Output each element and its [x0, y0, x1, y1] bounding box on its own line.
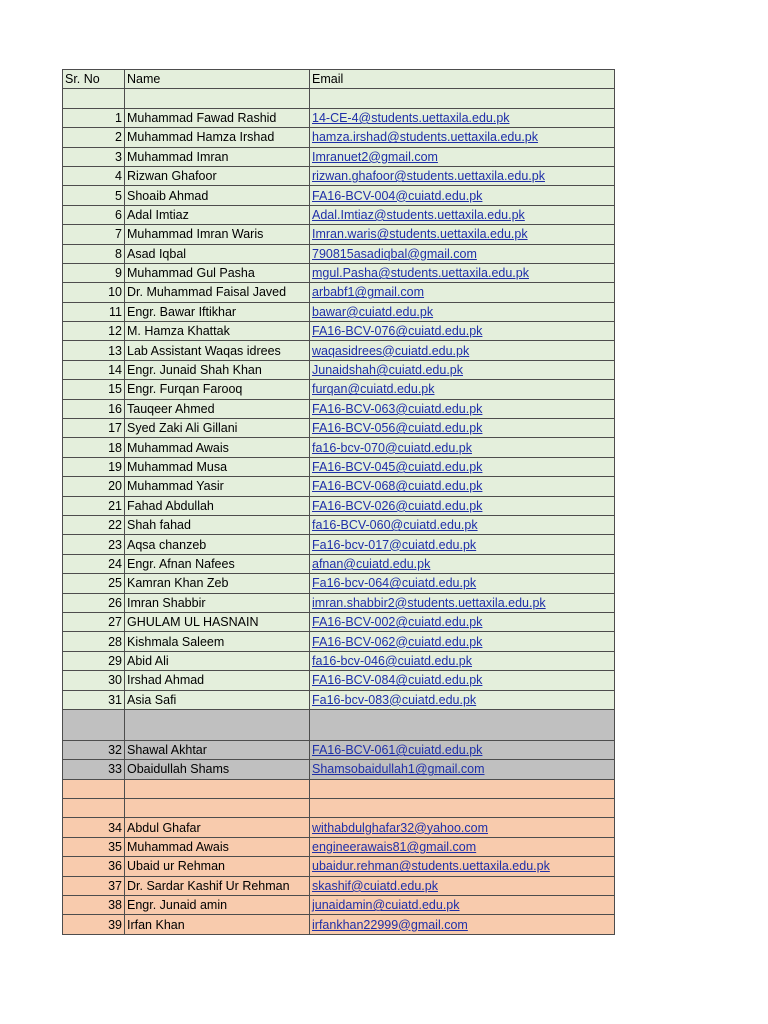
header-name[interactable]: Name	[125, 70, 310, 89]
sr-no-cell[interactable]: 34	[63, 818, 125, 837]
sr-no-cell[interactable]: 31	[63, 690, 125, 709]
empty-cell[interactable]	[310, 89, 615, 108]
sr-no-cell[interactable]: 23	[63, 535, 125, 554]
empty-cell[interactable]	[63, 799, 125, 818]
name-cell[interactable]: Muhammad Hamza Irshad	[125, 128, 310, 147]
table-row	[63, 632, 615, 651]
sr-no-cell[interactable]: 14	[63, 360, 125, 379]
table-row	[63, 186, 615, 205]
email-cell	[310, 876, 615, 895]
sr-no-cell[interactable]: 35	[63, 837, 125, 856]
table-row	[63, 740, 615, 759]
name-cell[interactable]: Irshad Ahmad	[125, 671, 310, 690]
email-link[interactable]: waqasidrees@cuiatd.edu.pk	[312, 343, 470, 358]
email-link[interactable]: furqan@cuiatd.edu.pk	[312, 382, 435, 397]
sr-no-cell[interactable]: 3	[63, 147, 125, 166]
name-cell[interactable]: Kishmala Saleem	[125, 632, 310, 651]
email-cell	[310, 302, 615, 321]
email-link[interactable]: irfankhan22999@gmail.com	[312, 917, 468, 932]
email-link[interactable]: arbabf1@gmail.com	[312, 285, 425, 300]
email-link[interactable]: Junaidshah@cuiatd.edu.pk	[312, 363, 463, 378]
empty-cell[interactable]	[310, 709, 615, 740]
sr-no-cell[interactable]: 25	[63, 574, 125, 593]
table-row	[63, 166, 615, 185]
email-cell	[310, 760, 615, 779]
name-cell[interactable]: Engr. Furqan Farooq	[125, 380, 310, 399]
sr-no-cell[interactable]: 17	[63, 419, 125, 438]
sr-no-cell[interactable]: 9	[63, 263, 125, 282]
email-link[interactable]: rizwan.ghafoor@students.uettaxila.edu.pk	[312, 169, 545, 184]
sr-no-cell[interactable]: 38	[63, 896, 125, 915]
sr-no-cell[interactable]: 36	[63, 857, 125, 876]
table-row	[63, 915, 615, 934]
email-link[interactable]: FA16-BCV-063@cuiatd.edu.pk	[312, 401, 483, 416]
header-row	[63, 70, 615, 89]
name-cell[interactable]: Dr. Muhammad Faisal Javed	[125, 283, 310, 302]
name-cell[interactable]: Shoaib Ahmad	[125, 186, 310, 205]
name-cell[interactable]: Muhammad Gul Pasha	[125, 263, 310, 282]
email-cell	[310, 837, 615, 856]
email-link[interactable]: FA16-BCV-061@cuiatd.edu.pk	[312, 743, 483, 758]
name-cell[interactable]: GHULAM UL HASNAIN	[125, 612, 310, 631]
email-link[interactable]: engineerawais81@gmail.com	[312, 840, 477, 855]
name-cell[interactable]: Syed Zaki Ali Gillani	[125, 419, 310, 438]
email-cell	[310, 818, 615, 837]
email-cell	[310, 651, 615, 670]
table-row	[63, 818, 615, 837]
email-link[interactable]: 14-CE-4@students.uettaxila.edu.pk	[312, 110, 510, 125]
sr-no-cell[interactable]: 19	[63, 457, 125, 476]
email-cell	[310, 515, 615, 534]
name-cell[interactable]: Imran Shabbir	[125, 593, 310, 612]
name-cell[interactable]: Fahad Abdullah	[125, 496, 310, 515]
name-cell[interactable]: Aqsa chanzeb	[125, 535, 310, 554]
blank-row	[63, 779, 615, 798]
name-cell[interactable]: Kamran Khan Zeb	[125, 574, 310, 593]
email-link[interactable]: FA16-BCV-045@cuiatd.edu.pk	[312, 460, 483, 474]
table-row	[63, 438, 615, 457]
name-cell[interactable]: M. Hamza Khattak	[125, 322, 310, 341]
empty-cell[interactable]	[63, 89, 125, 108]
table-row	[63, 283, 615, 302]
table-row	[63, 612, 615, 631]
name-cell[interactable]: Engr. Junaid amin	[125, 896, 310, 915]
name-cell[interactable]: Ubaid ur Rehman	[125, 857, 310, 876]
name-cell[interactable]: Muhammad Awais	[125, 438, 310, 457]
table-row	[63, 593, 615, 612]
email-link[interactable]: junaidamin@cuiatd.edu.pk	[312, 898, 460, 913]
email-cell	[310, 457, 615, 476]
email-link[interactable]: FA16-BCV-026@cuiatd.edu.pk	[312, 498, 483, 513]
name-cell[interactable]: Obaidullah Shams	[125, 760, 310, 779]
sr-no-cell[interactable]: 33	[63, 760, 125, 779]
table-row	[63, 399, 615, 418]
contacts-table	[62, 69, 615, 935]
name-cell[interactable]: Shawal Akhtar	[125, 740, 310, 759]
sr-no-cell[interactable]: 32	[63, 740, 125, 759]
email-cell	[310, 380, 615, 399]
name-cell[interactable]: Dr. Sardar Kashif Ur Rehman	[125, 876, 310, 895]
email-cell	[310, 477, 615, 496]
table-row	[63, 419, 615, 438]
sr-no-cell[interactable]: 28	[63, 632, 125, 651]
email-link[interactable]: fa16-bcv-046@cuiatd.edu.pk	[312, 653, 473, 668]
email-cell	[310, 671, 615, 690]
email-link[interactable]: Shamsobaidullah1@gmail.com	[312, 762, 485, 777]
email-cell	[310, 166, 615, 185]
table-row	[63, 147, 615, 166]
table-row	[63, 857, 615, 876]
email-link[interactable]: FA16-BCV-076@cuiatd.edu.pk	[312, 324, 483, 339]
name-cell[interactable]: Tauqeer Ahmed	[125, 399, 310, 418]
sr-no-cell[interactable]: 15	[63, 380, 125, 399]
header-sr-no[interactable]: Sr. No	[63, 70, 125, 89]
email-cell	[310, 574, 615, 593]
name-cell[interactable]: Irfan Khan	[125, 915, 310, 934]
table-row	[63, 108, 615, 127]
email-cell	[310, 896, 615, 915]
table-row	[63, 876, 615, 895]
sr-no-cell[interactable]: 24	[63, 554, 125, 573]
empty-cell[interactable]	[310, 799, 615, 818]
email-link[interactable]: fa16-BCV-060@cuiatd.edu.pk	[312, 518, 478, 533]
email-cell	[310, 857, 615, 876]
email-cell	[310, 341, 615, 360]
empty-cell[interactable]	[310, 779, 615, 798]
email-cell	[310, 244, 615, 263]
empty-cell[interactable]	[125, 89, 310, 108]
sr-no-cell[interactable]: 6	[63, 205, 125, 224]
sr-no-cell[interactable]: 16	[63, 399, 125, 418]
name-cell[interactable]: Adal Imtiaz	[125, 205, 310, 224]
table-row	[63, 322, 615, 341]
empty-cell[interactable]	[125, 779, 310, 798]
email-link[interactable]: Imran.waris@students.uettaxila.edu.pk	[312, 227, 528, 242]
sr-no-cell[interactable]: 12	[63, 322, 125, 341]
email-cell	[310, 740, 615, 759]
email-link[interactable]: Fa16-bcv-083@cuiatd.edu.pk	[312, 692, 477, 707]
email-cell	[310, 915, 615, 934]
table-row	[63, 554, 615, 573]
name-cell[interactable]: Muhammad Fawad Rashid	[125, 108, 310, 127]
blank-row	[63, 799, 615, 818]
sr-no-cell[interactable]: 4	[63, 166, 125, 185]
email-link[interactable]: bawar@cuiatd.edu.pk	[312, 304, 434, 319]
table-row	[63, 128, 615, 147]
name-cell[interactable]: Asia Safi	[125, 690, 310, 709]
name-cell[interactable]: Muhammad Imran Waris	[125, 225, 310, 244]
table-row	[63, 225, 615, 244]
table-row	[63, 205, 615, 224]
email-link[interactable]: imran.shabbir2@students.uettaxila.edu.pk	[312, 595, 546, 610]
name-cell[interactable]: Engr. Bawar Iftikhar	[125, 302, 310, 321]
sr-no-cell[interactable]: 39	[63, 915, 125, 934]
email-link[interactable]: FA16-BCV-002@cuiatd.edu.pk	[312, 615, 483, 630]
name-cell[interactable]: Muhammad Yasir	[125, 477, 310, 496]
name-cell[interactable]: Lab Assistant Waqas idrees	[125, 341, 310, 360]
name-cell[interactable]: Abdul Ghafar	[125, 818, 310, 837]
email-cell	[310, 438, 615, 457]
empty-cell[interactable]	[63, 779, 125, 798]
email-link[interactable]: Fa16-bcv-064@cuiatd.edu.pk	[312, 576, 477, 591]
header-email[interactable]: Email	[310, 70, 615, 89]
table-row	[63, 341, 615, 360]
blank-row	[63, 89, 615, 108]
sr-no-cell[interactable]: 37	[63, 876, 125, 895]
email-cell	[310, 225, 615, 244]
table-row	[63, 515, 615, 534]
email-cell	[310, 205, 615, 224]
sr-no-cell[interactable]: 10	[63, 283, 125, 302]
email-link[interactable]: Imranuet2@gmail.com	[312, 149, 438, 164]
email-cell	[310, 690, 615, 709]
table-body	[63, 70, 615, 935]
table-row	[63, 496, 615, 515]
email-link[interactable]: mgul.Pasha@students.uettaxila.edu.pk	[312, 266, 529, 281]
sr-no-cell[interactable]: 29	[63, 651, 125, 670]
email-cell	[310, 186, 615, 205]
sr-no-cell[interactable]: 5	[63, 186, 125, 205]
table-row	[63, 263, 615, 282]
email-link[interactable]: afnan@cuiatd.edu.pk	[312, 556, 431, 571]
email-cell	[310, 632, 615, 651]
email-link[interactable]: FA16-BCV-062@cuiatd.edu.pk	[312, 634, 483, 649]
email-cell	[310, 593, 615, 612]
email-cell	[310, 283, 615, 302]
table-row	[63, 690, 615, 709]
sr-no-cell[interactable]: 26	[63, 593, 125, 612]
sr-no-cell[interactable]: 8	[63, 244, 125, 263]
table-row	[63, 896, 615, 915]
table-row	[63, 380, 615, 399]
sr-no-cell[interactable]: 7	[63, 225, 125, 244]
name-cell[interactable]: Muhammad Musa	[125, 457, 310, 476]
sr-no-cell[interactable]: 20	[63, 477, 125, 496]
name-cell[interactable]: Muhammad Awais	[125, 837, 310, 856]
email-cell	[310, 322, 615, 341]
name-cell[interactable]: Asad Iqbal	[125, 244, 310, 263]
empty-cell[interactable]	[125, 709, 310, 740]
table-row	[63, 651, 615, 670]
email-link[interactable]: FA16-BCV-084@cuiatd.edu.pk	[312, 673, 483, 688]
email-cell	[310, 399, 615, 418]
email-cell	[310, 554, 615, 573]
table-row	[63, 244, 615, 263]
table-row	[63, 760, 615, 779]
sr-no-cell[interactable]: 1	[63, 108, 125, 127]
name-cell[interactable]: Muhammad Imran	[125, 147, 310, 166]
sr-no-cell[interactable]: 27	[63, 612, 125, 631]
email-link[interactable]: ubaidur.rehman@students.uettaxila.edu.pk	[312, 859, 550, 874]
table-row	[63, 477, 615, 496]
name-cell[interactable]: Engr. Afnan Nafees	[125, 554, 310, 573]
email-cell	[310, 535, 615, 554]
table-row	[63, 360, 615, 379]
sr-no-cell[interactable]: 30	[63, 671, 125, 690]
empty-cell[interactable]	[125, 799, 310, 818]
name-cell[interactable]: Rizwan Ghafoor	[125, 166, 310, 185]
email-link[interactable]: FA16-BCV-068@cuiatd.edu.pk	[312, 479, 483, 494]
email-link[interactable]: Adal.Imtiaz@students.uettaxila.edu.pk	[312, 207, 525, 222]
blank-row	[63, 709, 615, 740]
table-row	[63, 671, 615, 690]
sr-no-cell[interactable]: 13	[63, 341, 125, 360]
table-row	[63, 535, 615, 554]
email-link[interactable]: FA16-BCV-004@cuiatd.edu.pk	[312, 188, 483, 203]
email-link[interactable]: Fa16-bcv-017@cuiatd.edu.pk	[312, 537, 477, 552]
email-cell	[310, 108, 615, 127]
sr-no-cell[interactable]: 22	[63, 515, 125, 534]
email-link[interactable]: fa16-bcv-070@cuiatd.edu.pk	[312, 440, 473, 455]
sr-no-cell[interactable]: 2	[63, 128, 125, 147]
sr-no-cell[interactable]: 21	[63, 496, 125, 515]
email-cell	[310, 147, 615, 166]
sr-no-cell[interactable]: 11	[63, 302, 125, 321]
email-cell	[310, 419, 615, 438]
table-row	[63, 837, 615, 856]
name-cell[interactable]: Shah fahad	[125, 515, 310, 534]
sr-no-cell[interactable]: 18	[63, 438, 125, 457]
table-row	[63, 574, 615, 593]
email-link[interactable]: withabdulghafar32@yahoo.com	[312, 820, 488, 835]
email-cell	[310, 496, 615, 515]
email-link[interactable]: hamza.irshad@students.uettaxila.edu.pk	[312, 130, 539, 145]
email-cell	[310, 360, 615, 379]
name-cell[interactable]: Abid Ali	[125, 651, 310, 670]
email-cell	[310, 263, 615, 282]
email-cell	[310, 612, 615, 631]
email-link[interactable]: 790815asadiqbal@gmail.com	[312, 246, 477, 261]
email-link[interactable]: FA16-BCV-056@cuiatd.edu.pk	[312, 421, 483, 436]
name-cell[interactable]: Engr. Junaid Shah Khan	[125, 360, 310, 379]
empty-cell[interactable]	[63, 709, 125, 740]
table-row	[63, 457, 615, 476]
email-link[interactable]: skashif@cuiatd.edu.pk	[312, 878, 438, 893]
email-cell	[310, 128, 615, 147]
table-row	[63, 302, 615, 321]
